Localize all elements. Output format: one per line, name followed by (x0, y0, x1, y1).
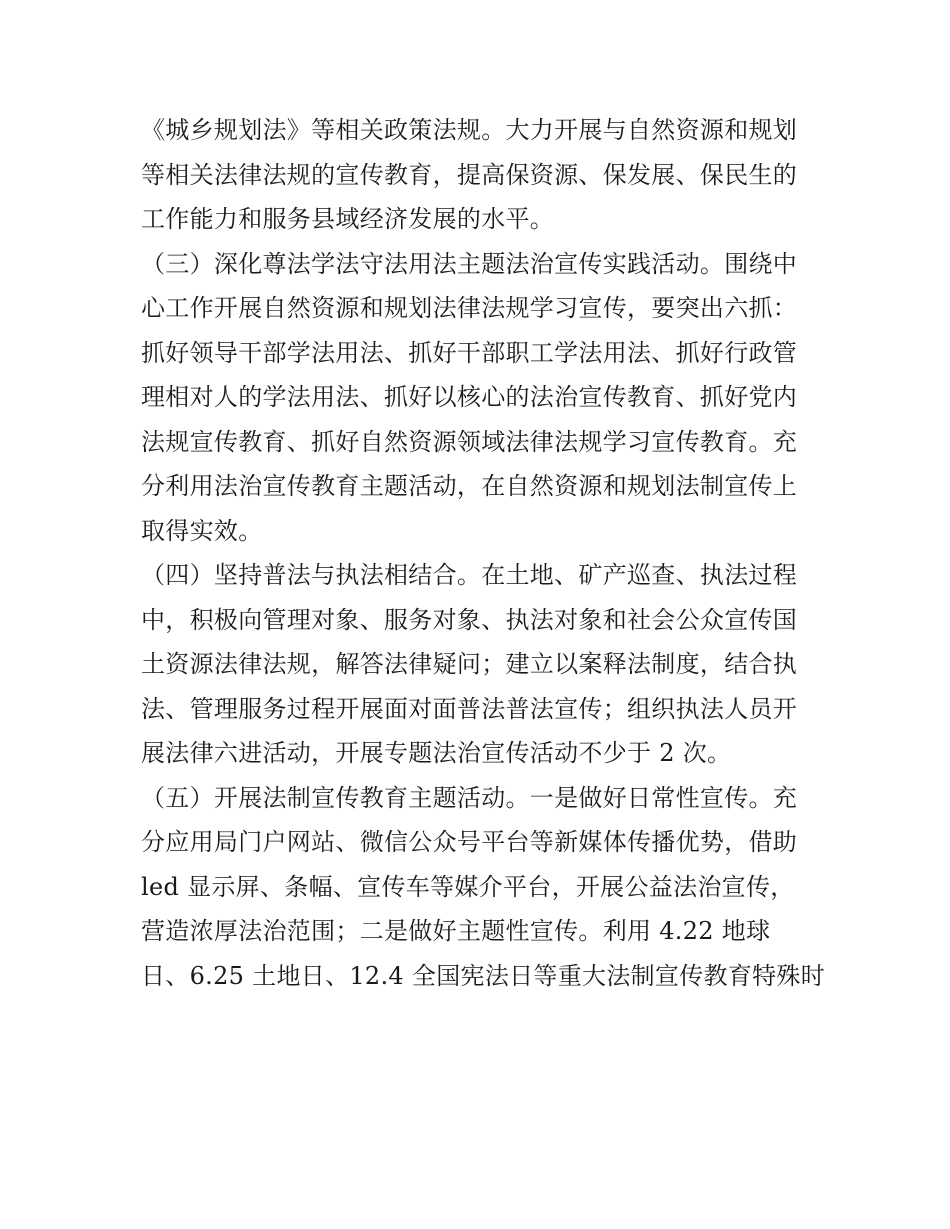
text-line: 法规宣传教育、抓好自然资源领域法律法规学习宣传教育。充 (141, 427, 798, 456)
text-line: （四）坚持普法与执法相结合。在土地、矿产巡查、执法过程 (141, 561, 798, 589)
text-line: 抓好领导干部学法用法、抓好干部职工学法用法、抓好行政管 (141, 338, 798, 367)
text-line: 展法律六进活动，开展专题法治宣传活动不少于 2 次。 (141, 739, 732, 767)
text-line: 工作能力和服务县域经济发展的水平。 (141, 205, 555, 233)
text-line: 土资源法律法规，解答法律疑问；建立以案释法制度，结合执 (141, 650, 798, 678)
text-line: 中，积极向管理对象、服务对象、执法对象和社会公众宣传国 (141, 605, 798, 634)
text-line: 法、管理服务过程开展面对面普法普法宣传；组织执法人员开 (141, 694, 798, 723)
text-line: 营造浓厚法治范围；二是做好主题性宣传。利用 4.22 地球 (141, 917, 771, 945)
text-line: 心工作开展自然资源和规划法律法规学习宣传，要突出六抓： (141, 294, 798, 322)
text-line: 《城乡规划法》等相关政策法规。大力开展与自然资源和规划 (141, 116, 798, 144)
text-line: 分应用局门户网站、微信公众号平台等新媒体传播优势，借助 (141, 828, 798, 856)
text-line: 分利用法治宣传教育主题活动，在自然资源和规划法制宣传上 (141, 472, 798, 500)
text-line: 理相对人的学法用法、抓好以核心的法治宣传教育、抓好党内 (141, 383, 798, 411)
text-line: 等相关法律法规的宣传教育，提高保资源、保发展、保民生的 (141, 160, 798, 189)
text-line: led 显示屏、条幅、宣传车等媒介平台，开展公益法治宣传， (141, 872, 795, 901)
text-line: （五）开展法制宣传教育主题活动。一是做好日常性宣传。充 (141, 783, 798, 812)
document-body (141, 108, 826, 998)
text-line: （三）深化尊法学法守法用法主题法治宣传实践活动。围绕中 (141, 249, 798, 278)
text-line: 取得实效。 (141, 516, 263, 545)
text-line: 日、6.25 土地日、12.4 全国宪法日等重大法制宣传教育特殊时 (141, 961, 826, 990)
